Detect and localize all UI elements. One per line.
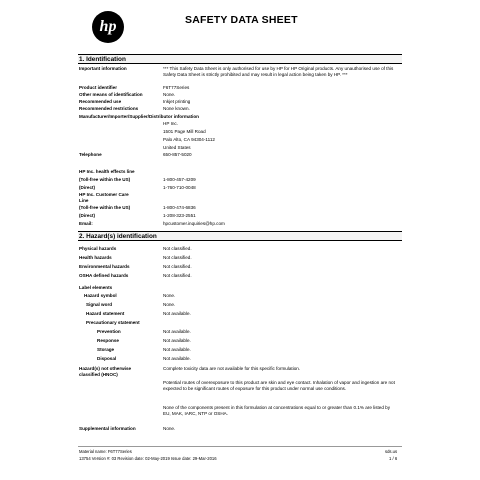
contact-value: 1-800-457-4209	[163, 177, 196, 182]
document-title: SAFETY DATA SHEET	[185, 14, 298, 26]
contact-label: HP Inc. Customer Care	[79, 192, 129, 197]
health-hazards-value: Not classified.	[163, 255, 192, 260]
footer-page-number: 1 / 6	[389, 456, 398, 461]
recommended-restrictions-label: Recommended restrictions	[79, 106, 139, 111]
footer-material: Material name: F6T77Series	[79, 449, 132, 454]
footer-divider	[78, 446, 402, 447]
address-line: United States	[163, 145, 191, 150]
signal-word-label: Signal word	[86, 302, 113, 307]
response-label: Response	[97, 338, 119, 343]
storage-value: Not available.	[163, 347, 191, 352]
contact-label: (Toll-free within the US)	[79, 177, 131, 182]
disposal-value: Not available.	[163, 356, 191, 361]
telephone-value: 650-857-5020	[163, 152, 192, 157]
contact-label: Line	[79, 198, 89, 203]
contact-value: 1-800-474-6836	[163, 205, 196, 210]
other-means-label: Other means of identification	[79, 92, 143, 97]
recommended-use-label: Recommended use	[79, 99, 122, 104]
hazard-symbol-label: Hazard symbol	[84, 293, 117, 298]
supplemental-value: None.	[163, 426, 176, 431]
disposal-label: Disposal	[97, 356, 117, 361]
recommended-restrictions-value: None known.	[163, 106, 190, 111]
footer-details: 13754 Version #: 03 Revision date: 02-May-2019 Issue date: 29-Mar-2016	[79, 456, 217, 461]
manufacturer-label: Manufacturer/Importer/Supplier/Distributor information	[79, 114, 199, 119]
hnoc-paragraph: Complete toxicity data are not available for this specific formulation.	[163, 366, 301, 371]
response-value: Not available.	[163, 338, 191, 343]
section-1-heading: 1. Identification	[78, 54, 402, 64]
important-info-label: Important information	[79, 66, 127, 71]
contact-value: 1-208-323-2551	[163, 213, 196, 218]
physical-hazards-value: Not classified.	[163, 246, 192, 251]
address-line: 1501 Page Mill Road	[163, 129, 206, 134]
hp-logo: hp	[92, 11, 124, 43]
health-line-label: HP Inc. health effects line	[79, 169, 135, 174]
hazard-statement-label: Hazard statement	[86, 311, 125, 316]
recommended-use-value: Inkjet printing	[163, 99, 191, 104]
supplemental-label: Supplemental information	[79, 426, 136, 431]
storage-label: Storage	[97, 347, 115, 352]
osha-hazards-value: Not classified.	[163, 273, 192, 278]
email-value[interactable]: hpcustomer.inquiries@hp.com	[163, 221, 225, 226]
contact-label: (Toll-free within the US)	[79, 205, 131, 210]
section-2-heading: 2. Hazard(s) identification	[78, 231, 402, 241]
hazard-statement-value: Not available.	[163, 311, 191, 316]
other-means-value: None.	[163, 92, 176, 97]
email-label: Email:	[79, 221, 93, 226]
label-elements-heading: Label elements	[79, 285, 113, 290]
osha-hazards-label: OSHA defined hazards	[79, 273, 129, 278]
hnoc-label: Hazard(s) not otherwise	[79, 366, 132, 371]
telephone-label: Telephone	[79, 152, 102, 157]
product-identifier-label: Product identifier	[79, 85, 118, 90]
footer-region: sds.us	[385, 449, 398, 454]
precautionary-statement-label: Precautionary statement	[86, 320, 140, 325]
hazard-symbol-value: None.	[163, 293, 176, 298]
contact-value: 1-760-710-0048	[163, 185, 196, 190]
environmental-hazards-label: Environmental hazards	[79, 264, 130, 269]
product-identifier-value: F6T77Series	[163, 85, 190, 90]
physical-hazards-label: Physical hazards	[79, 246, 117, 251]
signal-word-value: None.	[163, 302, 176, 307]
important-info-text: *** This Safety Data Sheet is only authorised for use by HP for HP Original products. Any unauthorised use of this Safety Data Sheet is strictly prohibited and may result in legal action being taken by HP. ***	[163, 66, 394, 77]
hnoc-label: classified (HNOC)	[79, 372, 118, 377]
hnoc-paragraph: Potential routes of overexposure to this product are skin and eye contact. Inhalation of vapor and ingestion are not expected to be significant routes of exposure for this product under normal use conditions.	[163, 380, 395, 391]
environmental-hazards-value: Not classified.	[163, 264, 192, 269]
address-line: Palo Alto, CA 94304-1112	[163, 137, 215, 142]
health-hazards-label: Health hazards	[79, 255, 112, 260]
prevention-label: Prevention	[97, 329, 121, 334]
contact-label: (Direct)	[79, 185, 96, 190]
contact-label: (Direct)	[79, 213, 96, 218]
address-line: HP Inc.	[163, 121, 178, 126]
prevention-value: Not available.	[163, 329, 191, 334]
hnoc-paragraph: None of the components present in this formulation at concentrations equal to or greater than 0.1% are listed by EU, MAK, IARC, NTP or OSHA.	[163, 405, 391, 416]
